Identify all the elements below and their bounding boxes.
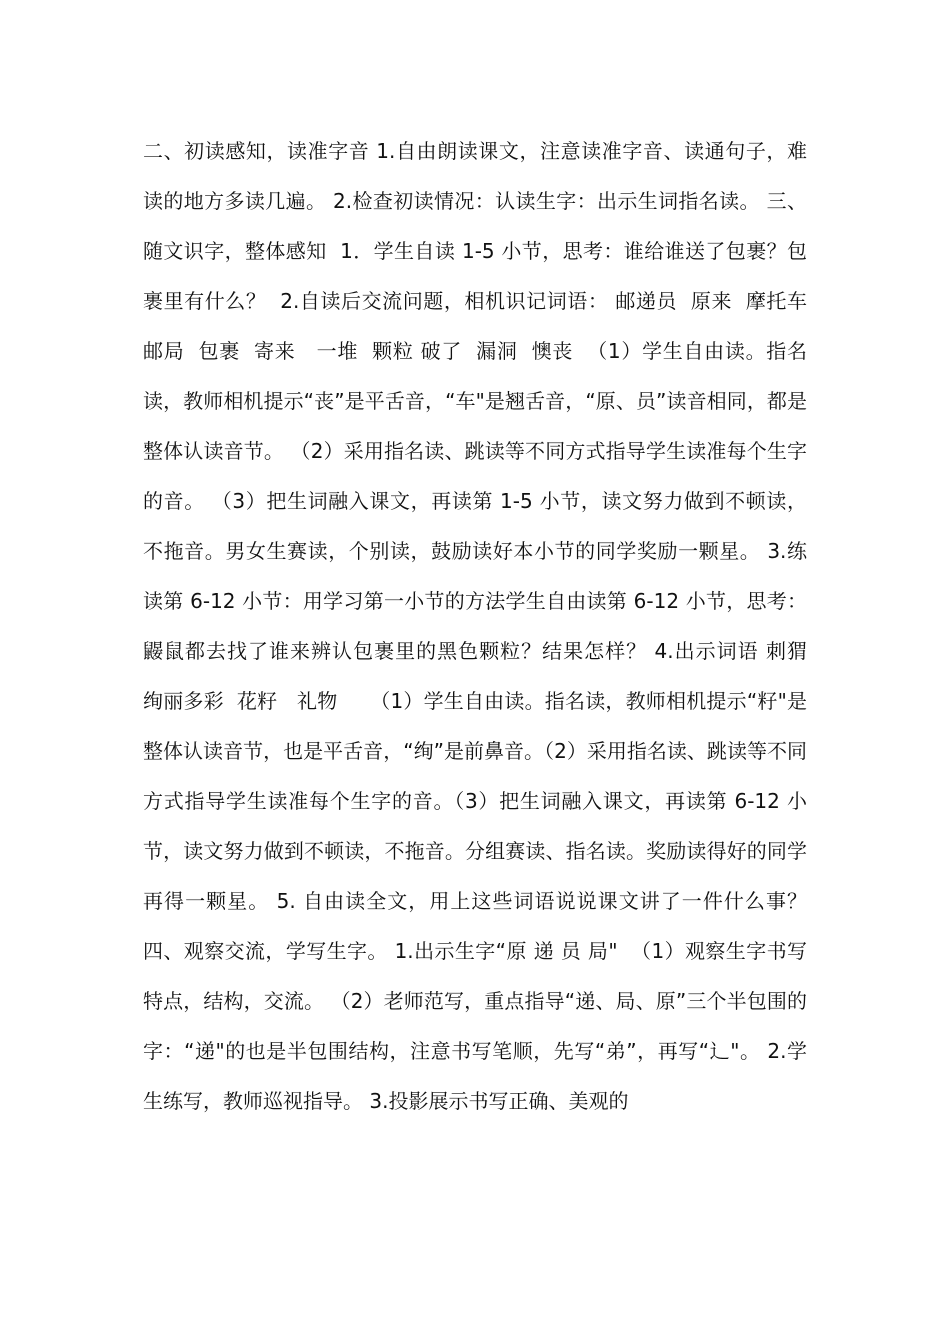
body-paragraph: 二、初读感知，读准字音 1.自由朗读课文，注意读准字音、读通句子，难读的地方多读几遍。 2.检查初读情况：认读生字：出示生词指名读。 三、随文识字，整体感知 1．学生自读 1-5 小节，思考：谁给谁送了包裹？包裹里有什么？ 2.自读后交流问题，相机识记词语： 邮递员 原来 摩托车 邮局 包裹 寄来 一堆 颗粒 破了 漏洞 懊丧 （1）学生自由读。指名读，教师相机提示“丧”是平舌音，“车"是翘舌音，“原、员”读音相同，都是整体认读音节。 （2）采用指名读、跳读等不同方式指导学生读准每个生字的音。 （3）把生词融入课文，再读第 1-5 小节，读文努力做到不顿读，不拖音。男女生赛读，个别读，鼓励读好本小节的同学奖励一颗星。 3.练读第 6-12 小节：用学习第一小节的方法学生自由读第 6-12 小节，思考：鼹鼠都去找了谁来辨认包裹里的黑色颗粒？结果怎样？ 4.出示词语 刺猬 绚丽多彩 花籽 礼物 （1）学生自由读。指名读，教师相机提示“籽"是整体认读音节，也是平舌音，“绚”是前鼻音。（2）采用指名读、跳读等不同方式指导学生读准每个生字的音。（3）把生词融入课文，再读第 6-12 小节，读文努力做到不顿读，不拖音。分组赛读、指名读。奖励读得好的同学再得一颗星。 5. 自由读全文，用上这些词语说说课文讲了一件什么事？ 四、观察交流，学写生字。 1.出示生字“原 递 员 局" （1）观察生字书写特点，结构，交流。 （2）老师范写，重点指导“递、局、原”三个半包围的字：“递"的也是半包围结构，注意书写笔顺，先写“弟”，再写“辶"。 2.学生练写，教师巡视指导。 3.投影展示书写正确、美观的: [143, 139, 839, 1113]
